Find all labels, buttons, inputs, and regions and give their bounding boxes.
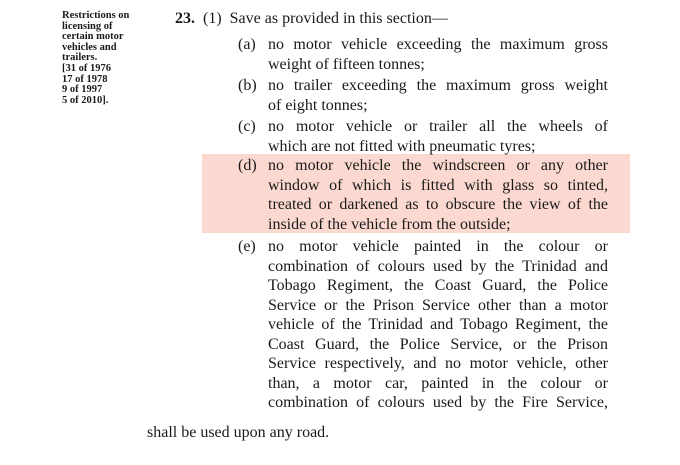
marginal-note-line: licensing of <box>62 20 113 32</box>
paragraph-line: no motor vehicle or trailer all the wheels of <box>268 118 608 135</box>
marginal-note-citation: 9 of 1997 <box>62 84 103 96</box>
paragraph-body <box>268 117 608 156</box>
marginal-note-line: certain motor <box>62 31 124 43</box>
paragraph-letter: (e) <box>238 238 256 255</box>
paragraph-body <box>268 237 608 413</box>
paragraph-body <box>268 35 608 74</box>
marginal-note-line: trailers. <box>62 52 98 64</box>
section-intro: Save as provided in this section— <box>229 10 448 27</box>
paragraph-line: Tobago Regiment, the Coast Guard, the Police <box>268 277 608 294</box>
paragraph-line: Coast Guard, the Police Service, or the Prison <box>268 335 608 353</box>
closing-clause: shall be used upon any road. <box>147 424 330 441</box>
paragraph-letter: (b) <box>238 77 257 94</box>
marginal-note-citation: [31 of 1976 <box>62 62 111 74</box>
paragraph-line: weight of fifteen tonnes; <box>268 55 425 73</box>
paragraph-line: Service or the Prison Service other than a motor <box>268 296 608 314</box>
paragraph-line: combination of colours used by the Trinidad and <box>268 257 608 275</box>
marginal-note-citation: 5 of 2010]. <box>62 94 109 106</box>
paragraph-line: combination of colours used by the Fire Service, <box>268 394 608 411</box>
section-number: 23. <box>175 10 195 27</box>
marginal-note-line: vehicles and <box>62 41 117 53</box>
paragraph-body <box>268 76 608 115</box>
paragraph-line: no motor vehicle the windscreen or any other <box>268 157 608 174</box>
paragraph-line: no motor vehicle exceeding the maximum gross <box>268 36 608 53</box>
paragraph-line: Service respectively, and no motor vehicle, other <box>268 355 608 372</box>
paragraph-line: no motor vehicle painted in the colour or <box>268 238 608 255</box>
paragraph-line: inside of the vehicle from the outside; <box>268 215 511 233</box>
marginal-note <box>62 11 154 106</box>
paragraph-line: vehicle of the Trinidad and Tobago Regiment, the <box>268 316 608 333</box>
marginal-note-citation: 17 of 1978 <box>62 73 108 85</box>
paragraph-body <box>268 156 608 234</box>
paragraph-letter: (a) <box>238 36 256 53</box>
subsection-number: (1) <box>203 10 222 27</box>
paragraph-line: treated or darkened as to obscure the view of the <box>268 196 608 213</box>
paragraph-letter: (c) <box>238 118 256 135</box>
paragraph-line: of eight tonnes; <box>268 96 368 114</box>
section-heading <box>175 9 448 29</box>
paragraph-line: than, a motor car, painted in the colour or <box>268 374 608 392</box>
paragraph-line: which are not fitted with pneumatic tyres; <box>268 137 536 155</box>
paragraph-letter: (d) <box>238 157 257 174</box>
marginal-note-line: Restrictions on <box>62 10 130 21</box>
paragraph-line: window of which is fitted with glass so tinted, <box>268 176 608 194</box>
paragraph-line: no trailer exceeding the maximum gross weight <box>268 77 608 94</box>
